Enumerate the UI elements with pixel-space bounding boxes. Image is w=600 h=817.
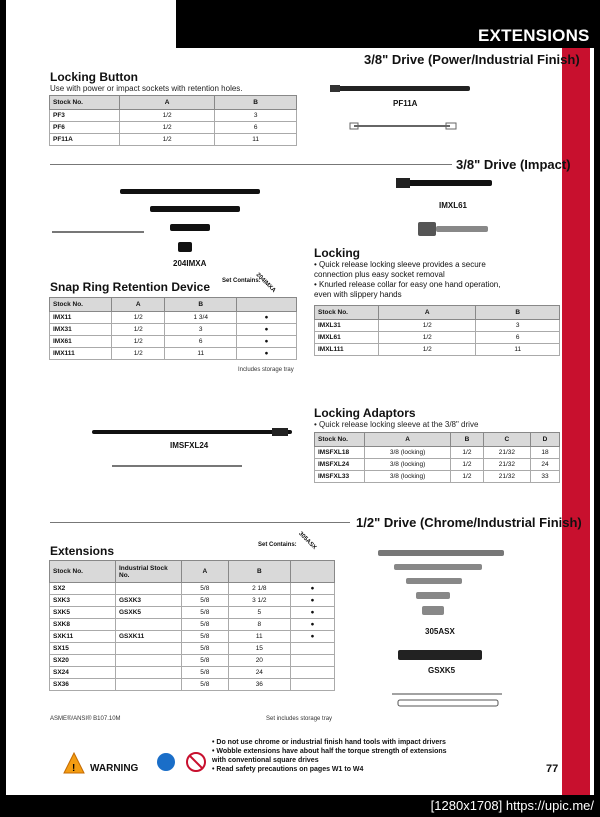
table-row [315, 447, 560, 459]
table-row [50, 643, 335, 655]
col-header: Stock No. [50, 298, 112, 312]
col-header: Stock No. [315, 433, 365, 447]
col-header: D [531, 433, 560, 447]
table-cell: 1/2 [379, 344, 476, 356]
table-cell: 21/32 [483, 447, 530, 459]
imsfxl24-label: IMSFXL24 [170, 441, 209, 450]
table-cell: SX2 [50, 583, 116, 595]
table-cell: 5/8 [182, 583, 229, 595]
extensions-table [49, 560, 335, 691]
svg-text:!: ! [72, 763, 76, 774]
table-cell: ● [291, 583, 335, 595]
table-cell: 5 [228, 607, 290, 619]
col-header: B [451, 433, 484, 447]
table-row [50, 631, 335, 643]
table-cell: 1/2 [112, 336, 165, 348]
snap-ring-title: Snap Ring Retention Device [50, 280, 211, 294]
table-row [50, 607, 335, 619]
table-cell: SX36 [50, 679, 116, 691]
table-cell: ● [237, 312, 297, 324]
table-cell: IMSFXL18 [315, 447, 365, 459]
extension-dimension-diagram [392, 690, 512, 720]
table-cell: ● [237, 336, 297, 348]
204imxa-label: 204IMXA [173, 259, 207, 268]
col-header: B [228, 561, 290, 583]
table-row [50, 679, 335, 691]
locking-bullets: • Quick release locking sleeve provides a secure connection plus easy socket removal • Knurled release collar for easy one hand operation, even with slippery hands [314, 260, 501, 299]
table-row [315, 344, 560, 356]
set-tag-204imxa: 204IMXA [254, 272, 277, 294]
table-cell: 2 1/8 [228, 583, 290, 595]
snap-ring-note: Includes storage tray [238, 367, 294, 373]
table-row [50, 595, 335, 607]
table-cell: 1/2 [120, 134, 215, 146]
table-cell: SX24 [50, 667, 116, 679]
table-cell: 6 [215, 122, 297, 134]
table-cell: 6 [165, 336, 237, 348]
col-header: Stock No. [50, 561, 116, 583]
table-cell: 1/2 [112, 312, 165, 324]
locking-table [314, 305, 560, 356]
table-row [50, 312, 297, 324]
col-header: A [365, 433, 451, 447]
table-cell: IMX61 [50, 336, 112, 348]
table-cell: 1/2 [379, 320, 476, 332]
locking-adaptors-title: Locking Adaptors [314, 406, 416, 420]
section-title-38-power: 3/8" Drive (Power/Industrial Finish) [364, 52, 580, 67]
table-cell: 3 [165, 324, 237, 336]
table-cell: 5/8 [182, 679, 229, 691]
table-cell: SXK8 [50, 619, 116, 631]
locking-adaptors-bullet: • Quick release locking sleeve at the 3/8" drive [314, 420, 479, 429]
table-cell: ● [291, 631, 335, 643]
pf11a-label: PF11A [393, 99, 418, 108]
table-cell [291, 655, 335, 667]
col-header: A [120, 96, 215, 110]
table-cell: 21/32 [483, 459, 530, 471]
col-header-set [291, 561, 335, 583]
table-cell: GSXK3 [116, 595, 182, 607]
305asx-label: 305ASX [425, 627, 455, 636]
table-cell [116, 655, 182, 667]
col-header: B [215, 96, 297, 110]
footer-watermark: [1280x1708] https://upic.me/ [430, 798, 594, 813]
table-cell: SX20 [50, 655, 116, 667]
table-cell: 8 [228, 619, 290, 631]
table-cell: IMX11 [50, 312, 112, 324]
table-cell: SX15 [50, 643, 116, 655]
table-row [50, 110, 297, 122]
table-cell: 11 [228, 631, 290, 643]
table-cell: 5/8 [182, 631, 229, 643]
table-cell [116, 679, 182, 691]
col-header: Stock No. [315, 306, 379, 320]
table-cell: 1/2 [120, 110, 215, 122]
table-row [50, 122, 297, 134]
col-header: C [483, 433, 530, 447]
table-cell: 11 [476, 344, 560, 356]
table-cell: SXK11 [50, 631, 116, 643]
tray-note: Set includes storage tray [266, 716, 333, 722]
set-tag-305asx: 305ASX [297, 530, 318, 552]
table-cell: PF3 [50, 110, 120, 122]
imxl61-locking-extension-image [396, 178, 506, 248]
standard-note: ASME®/ANSI® B107.10M [50, 716, 121, 722]
table-cell: 3 1/2 [228, 595, 290, 607]
table-cell: 18 [531, 447, 560, 459]
col-header: Industrial Stock No. [116, 561, 182, 583]
section-title-38-impact: 3/8" Drive (Impact) [456, 157, 571, 172]
table-cell: IMSFXL33 [315, 471, 365, 483]
table-cell: IMX111 [50, 348, 112, 360]
imxl61-label: IMXL61 [439, 201, 468, 210]
table-cell: ● [237, 348, 297, 360]
extensions-title: Extensions [50, 544, 115, 558]
snap-ring-table [49, 297, 297, 360]
col-header: Stock No. [50, 96, 120, 110]
col-header: B [476, 306, 560, 320]
locking-button-table [49, 95, 297, 146]
warning-bullets: • Do not use chrome or industrial finish hand tools with impact drivers • Wobble extensions have about half the torque strength of extensions with conventional square drives • Read safety precautions on pages W1 to W4 [212, 739, 447, 773]
table-cell: SXK3 [50, 595, 116, 607]
table-cell: 5/8 [182, 655, 229, 667]
table-row [315, 459, 560, 471]
imsfxl24-image [92, 426, 302, 496]
gsxk5-extension-image [398, 648, 488, 664]
col-header: A [379, 306, 476, 320]
section-title-12-chrome: 1/2" Drive (Chrome/Industrial Finish) [356, 515, 582, 530]
page-number: 77 [546, 763, 559, 775]
table-cell: 5/8 [182, 595, 229, 607]
table-cell: 21/32 [483, 471, 530, 483]
table-cell: IMXL31 [315, 320, 379, 332]
pf11a-extension-image [330, 84, 480, 144]
table-row [315, 320, 560, 332]
table-row [50, 655, 335, 667]
page-title: EXTENSIONS [478, 26, 590, 45]
table-row [50, 348, 297, 360]
set-contains-label: Set Contains: [258, 542, 297, 548]
table-cell: 5/8 [182, 607, 229, 619]
table-cell: GSXK11 [116, 631, 182, 643]
table-row [50, 583, 335, 595]
section-rule [50, 164, 452, 165]
table-cell: IMXL61 [315, 332, 379, 344]
table-cell [116, 583, 182, 595]
table-cell: 6 [476, 332, 560, 344]
table-cell: ● [291, 595, 335, 607]
table-cell: 1/2 [120, 122, 215, 134]
locking-button-title: Locking Button [50, 70, 138, 84]
table-row [315, 332, 560, 344]
col-header: A [112, 298, 165, 312]
table-row [315, 471, 560, 483]
col-header: A [182, 561, 229, 583]
table-cell: ● [237, 324, 297, 336]
impact-extensions-image [48, 186, 268, 256]
table-cell: SXK5 [50, 607, 116, 619]
table-cell: IMSFXL24 [315, 459, 365, 471]
table-cell: 3/8 (locking) [365, 459, 451, 471]
warning-label: WARNING [90, 763, 139, 774]
table-cell: 1/2 [379, 332, 476, 344]
table-row [50, 134, 297, 146]
table-cell: ● [291, 619, 335, 631]
table-cell: 1/2 [451, 459, 484, 471]
table-cell [116, 619, 182, 631]
table-cell: 1/2 [112, 348, 165, 360]
table-row [50, 324, 297, 336]
gsxk5-label: GSXK5 [428, 666, 456, 675]
table-cell [291, 667, 335, 679]
table-cell: GSXK5 [116, 607, 182, 619]
table-cell [116, 667, 182, 679]
col-header-set [237, 298, 297, 312]
table-cell: 5/8 [182, 619, 229, 631]
table-cell: 11 [165, 348, 237, 360]
table-row [50, 619, 335, 631]
table-cell: 24 [228, 667, 290, 679]
locking-button-desc: Use with power or impact sockets with retention holes. [50, 84, 243, 93]
locking-adaptors-table [314, 432, 560, 483]
table-cell: ● [291, 607, 335, 619]
table-cell: 36 [228, 679, 290, 691]
col-header: B [165, 298, 237, 312]
table-cell: IMXL111 [315, 344, 379, 356]
set-contains-label: Set Contains: [222, 278, 261, 284]
table-cell: 15 [228, 643, 290, 655]
safety-icons [156, 751, 208, 773]
table-cell: 33 [531, 471, 560, 483]
table-cell: 1/2 [112, 324, 165, 336]
table-cell: 1/2 [451, 471, 484, 483]
table-cell: 3 [476, 320, 560, 332]
table-cell [116, 643, 182, 655]
table-cell: 3/8 (locking) [365, 471, 451, 483]
table-cell: PF6 [50, 122, 120, 134]
table-cell: IMX31 [50, 324, 112, 336]
305asx-extensions-image [376, 548, 512, 620]
table-cell: PF11A [50, 134, 120, 146]
section-rule [50, 522, 350, 523]
table-row [50, 667, 335, 679]
table-row [50, 336, 297, 348]
table-cell: 20 [228, 655, 290, 667]
table-cell: 1/2 [451, 447, 484, 459]
table-cell: 3/8 (locking) [365, 447, 451, 459]
table-cell: 1 3/4 [165, 312, 237, 324]
table-cell [291, 679, 335, 691]
locking-title: Locking [314, 246, 361, 260]
table-cell [291, 643, 335, 655]
table-cell: 11 [215, 134, 297, 146]
table-cell: 5/8 [182, 667, 229, 679]
table-cell: 3 [215, 110, 297, 122]
table-cell: 24 [531, 459, 560, 471]
table-cell: 5/8 [182, 643, 229, 655]
